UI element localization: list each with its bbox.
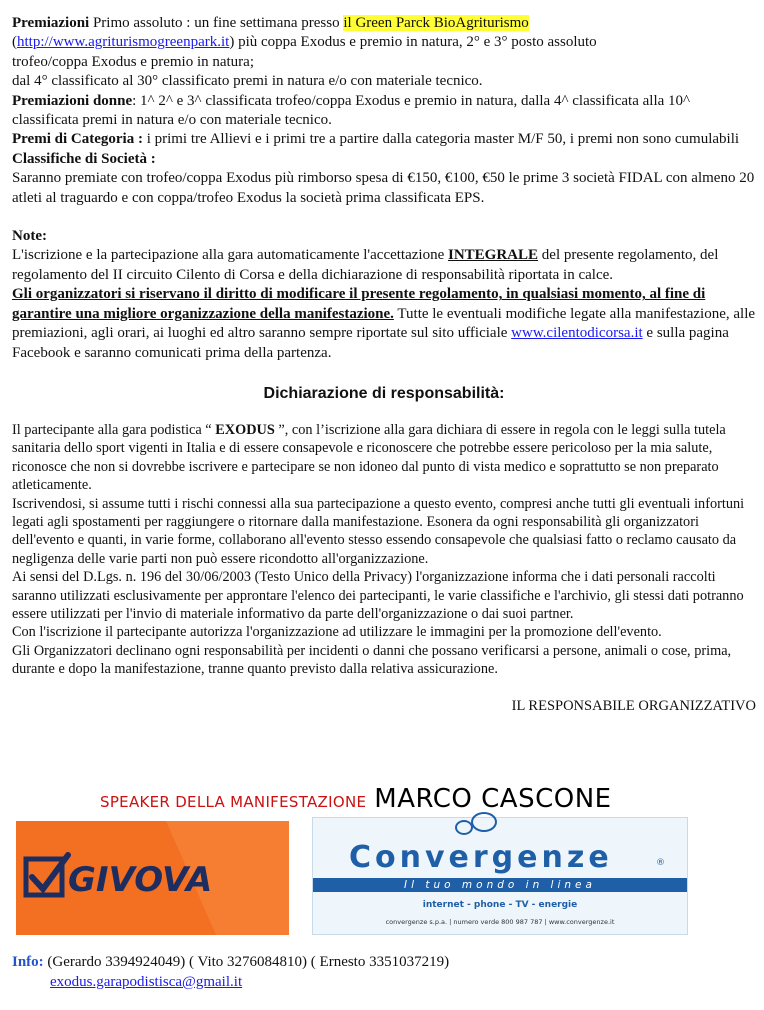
- declaration-p2: Iscrivendosi, si assume tutti i rischi connessi alla sua partecipazione a questo evento, compresi anche tutti gli eventuali infortuni legati agli spostamenti per raggiungere o ritornare dalla manifestazione. Esonera da ogni responsabilità gli organizzatori dell'evento e quanti, in varie forme, collaborano all'evento stesso essendo consapevole che qualsiasi fatto o reclamo causato da negligenza delle varie parti non può essere ricondotto all'organizzazione.: [12, 495, 745, 567]
- speaker-label: SPEAKER DELLA MANIFESTAZIONE: [100, 793, 367, 811]
- convergenze-tagline: Il tuo mondo in linea: [313, 878, 687, 892]
- declaration-title: Dichiarazione di responsabilità:: [263, 384, 505, 402]
- speaker-name: MARCO CASCONE: [374, 784, 612, 814]
- declaration-p1: Il partecipante alla gara podistica “ EXODUS ”, con l’iscrizione alla gara dichiara di essere in regola con le leggi sulla tutela sanitaria dello sport vigenti in Italia e di essere consapevole e riconoscere che potrebbe essere pericoloso per la mia salute, riconosce che non si dovrebbe iscrivere e partecipare se non idoneo dal punto di vista medico e soprattutto se non preparato atleticamente.: [12, 421, 726, 494]
- declaration-p3: Ai sensi del D.Lgs. n. 196 del 30/06/2003 (Testo Unico della Privacy) l'organizzazione informa che i dati personali raccolti saranno utilizzati esclusivamente per approntare l'elenco dei partecipanti, le varie classifiche e l'archivio, gli stessi dati potranno essere utilizzati per l'invio di materiale informativo da parte dell'organizzazione o dai suoi partner.: [12, 569, 744, 622]
- convergenze-logo: [312, 817, 688, 935]
- awards-line-3: trofeo/coppa Exodus e premio in natura;: [12, 53, 255, 70]
- women-awards: Premiazioni donne: 1^ 2^ e 3^ classificata trofeo/coppa Exodus e premio in natura, dalla 4^ classificata alla 10^ classificata premi in natura e/o con materiale tecnico.: [12, 92, 691, 129]
- email-link[interactable]: exodus.garapodistisca@gmail.it: [50, 974, 243, 990]
- givova-mark-icon: [16, 821, 289, 935]
- declaration-p4: Con l'iscrizione il partecipante autorizza l'organizzazione ad utilizzare le immagini per la promozione dell'evento.: [12, 624, 662, 641]
- notes-text: L'iscrizione e la partecipazione alla gara automaticamente l'accettazione INTEGRALE del presente regolamento, del regolamento del II circuito Cilento di Corsa e della dichiarazione di responsabilità riportata in calce.: [12, 247, 719, 283]
- society-awards-text: Saranno premiate con trofeo/coppa Exodus più rimborso spesa di €150, €100, €50 le prime 3 società FIDAL con almeno 20 atleti al traguardo e con coppa/trofeo Exodus la società prima classificata EPS.: [12, 170, 755, 206]
- awards-line-4: dal 4° classificato al 30° classificato premi in natura e/o con materiale tecnico.: [12, 73, 483, 90]
- convergenze-services: internet - phone - TV - energie: [422, 900, 578, 910]
- awards-line-1: Premiazioni Primo assoluto : un fine settimana presso il Green Parck BioAgriturismo: [12, 15, 529, 31]
- awards-line-2: (http://www.agriturismogreenpark.it) più coppa Exodus e premio in natura, 2° e 3° posto assoluto: [12, 34, 597, 51]
- convergenze-footer: convergenze s.p.a. | numero verde 800 987 787 | www.convergenze.it: [385, 918, 615, 926]
- green-park-highlight: il Green Parck BioAgriturismo: [343, 15, 529, 31]
- convergenze-wordmark: Convergenze: [349, 840, 613, 875]
- info-block: [12, 952, 449, 992]
- bubble-icon: [471, 812, 497, 832]
- notes-organizers: Gli organizzatori si riservano il diritto di modificare il presente regolamento, in qualsiasi momento, al fine di garantire una migliore organizzazione della manifestazione. Tutte le eventuali modifiche legate alla manifestazione, alle premiazioni, agli orari, ai luoghi ed altro saranno sempre riportate sul sito ufficiale www.cilentodicorsa.it e sulla pagina Facebook e saranno comunicati prima della partenza.: [12, 286, 756, 361]
- awards-label: Premiazioni: [12, 15, 90, 31]
- info-contacts: Info: (Gerardo 3394924049) ( Vito 3276084810) ( Ernesto 3351037219): [12, 954, 450, 970]
- givova-logo: [16, 821, 289, 935]
- svg-text:GIVOVA: GIVOVA: [68, 860, 213, 900]
- info-label: Info:: [12, 954, 44, 970]
- society-awards-label: Classifiche di Società :: [12, 150, 156, 167]
- declaration-p5: Gli Organizzatori declinano ogni responsabilità per incidenti o danni che possano verificarsi a persone, animali o cose, prima, durante e dopo la manifestazione, tranne quanto previsto dalla relativa assicurazione.: [12, 642, 732, 678]
- registered-mark: ®: [656, 858, 665, 868]
- regulation-document: [12, 14, 756, 715]
- category-awards: Premi di Categoria : i primi tre Allievi e i primi tre a partire dalla categoria master M/F 50, i premi non sono cumulabili: [12, 131, 740, 148]
- agriturismo-link[interactable]: http://www.agriturismogreenpark.it: [17, 34, 230, 51]
- notes-label: Note:: [12, 228, 47, 245]
- speaker-line: [100, 784, 700, 814]
- signoff: IL RESPONSABILE ORGANIZZATIVO: [511, 697, 756, 714]
- cilento-link[interactable]: www.cilentodicorsa.it: [511, 325, 643, 342]
